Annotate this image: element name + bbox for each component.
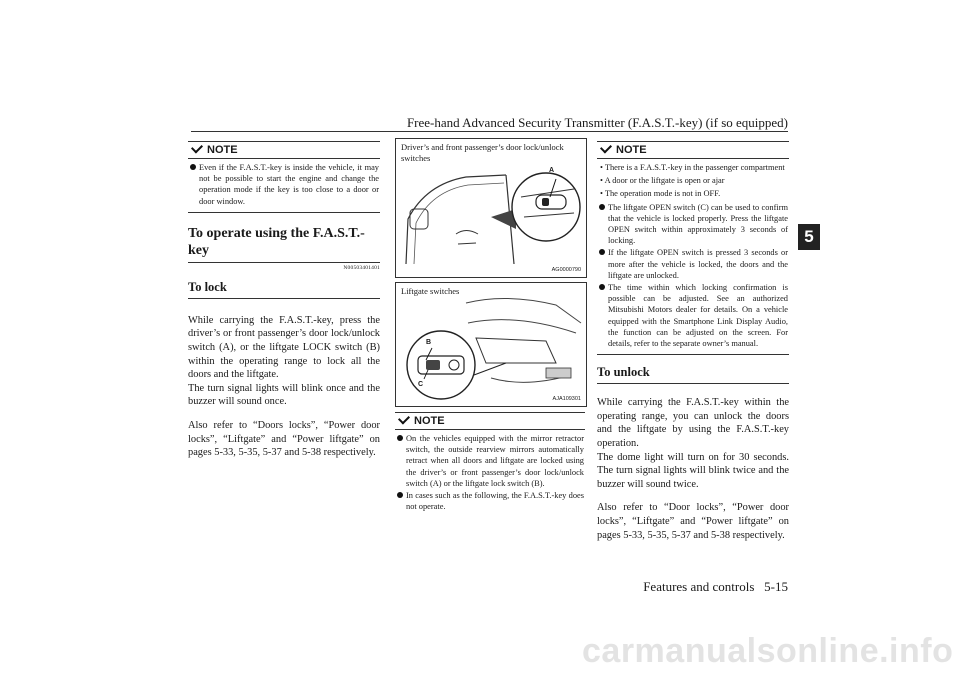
lock-paragraph: While carrying the F.A.S.T.-key, press the driver’s or front passenger’s door lock/unlock switch (A), or the liftgate LOCK switch (B) within the operating range to lock all the doors and the liftgate. The turn signal lights will blink once and the buzzer will sound once.	[188, 314, 380, 408]
liftgate-switch-illustration	[396, 283, 586, 406]
figure-liftgate-switches	[395, 282, 587, 407]
chapter-tab: 5	[798, 224, 820, 250]
lock-reference: Also refer to “Doors locks”, “Power door locks”, “Liftgate” and “Power liftgate” on pages 5-33, 5-35, 5-37 and 5-38 respectively.	[188, 419, 380, 459]
note-body	[597, 159, 789, 355]
section-code: N00503401401	[343, 264, 380, 271]
check-icon	[191, 141, 203, 153]
watermark-logo: carmanualsonline.info	[582, 632, 954, 670]
bullet-icon	[599, 284, 605, 290]
page-header-title: Free-hand Advanced Security Transmitter (F.A.S.T.-key) (if so equipped)	[406, 115, 788, 130]
figure-caption: Liftgate switches	[401, 286, 460, 296]
left-column	[188, 141, 380, 460]
figure-door-switches	[395, 138, 587, 278]
note-label: NOTE	[207, 144, 238, 156]
middle-note	[395, 412, 585, 517]
note-header	[597, 141, 789, 159]
note-bullet: The liftgate OPEN switch (C) can be used to confirm that the vehicle is locked properly. Press the liftgate OPEN switch within approximately 3 seconds of locking.	[598, 202, 788, 247]
note-header	[188, 141, 380, 159]
note-body	[395, 430, 585, 517]
figure-caption: Driver’s and front passenger’s door lock/unlock switches	[401, 142, 564, 163]
note-item: • There is a F.A.S.T.-key in the passenger compartment	[600, 163, 785, 172]
note-bullet: The time within which locking confirmation is possible can be adjusted. See an authorized Mitsubishi Motors dealer for details. On a vehicle equipped with the Smartphone Link Display Audio, the function can be adjusted on the screen. For details, refer to the separate owner’s manual.	[598, 282, 788, 349]
subheading-to-unlock: To unlock	[597, 365, 789, 384]
note-label: NOTE	[414, 415, 445, 427]
callout-c: C	[418, 381, 424, 388]
bullet-icon	[397, 492, 403, 498]
subheading-to-lock: To lock	[188, 280, 380, 299]
note-bullet: In cases such as the following, the F.A.S.T.-key does not operate.	[396, 490, 584, 512]
note-item: • The operation mode is not in OFF.	[600, 189, 721, 199]
check-icon	[398, 412, 410, 424]
right-column	[597, 141, 789, 542]
check-icon	[600, 141, 612, 153]
note-bullet: If the liftgate OPEN switch is pressed 3 seconds or more after the vehicle is locked, the doors and the liftgate are unlocked.	[598, 247, 788, 281]
unlock-paragraph: While carrying the F.A.S.T.-key within the operating range, you can unlock the doors and the liftgate by using the F.A.S.T.-key operation. The dome light will turn on for 30 seconds. The turn signal lights will blink twice and the buzzer will sound twice.	[597, 397, 789, 490]
figure-id: AJA109301	[552, 396, 581, 402]
figure-id: AG0000790	[551, 267, 581, 273]
header-rule	[191, 131, 788, 132]
note-header	[395, 412, 585, 430]
page-footer: Features and controls 5-15	[643, 579, 788, 594]
note-item: • A door or the liftgate is open or ajar	[600, 176, 725, 186]
note-body	[188, 159, 380, 213]
note-label: NOTE	[616, 144, 647, 156]
note-bullet: On the vehicles equipped with the mirror retractor switch, the outside rearview mirrors automatically retract when all doors and liftgate are locked using the driver’s or front passenger’s door lock/unlock switch (A) or the liftgate lock switch (B).	[396, 433, 584, 489]
note-bullet: Even if the F.A.S.T.-key is inside the vehicle, it may not be possible to start the engine and change the operation mode if the key is too close to a door or door window.	[189, 162, 379, 207]
bullet-icon	[397, 435, 403, 441]
bullet-icon	[599, 249, 605, 255]
callout-b: B	[426, 339, 432, 346]
door-switch-illustration	[396, 139, 586, 277]
bullet-icon	[190, 164, 196, 170]
bullet-icon	[599, 204, 605, 210]
section-title: To operate using the F.A.S.T.-key	[188, 221, 380, 263]
unlock-reference: Also refer to “Door locks”, “Power door locks”, “Liftgate” and “Power liftgate” on pages 5-33, 5-35, 5-37 and 5-38 respectively.	[597, 502, 789, 541]
callout-a: A	[549, 167, 555, 174]
